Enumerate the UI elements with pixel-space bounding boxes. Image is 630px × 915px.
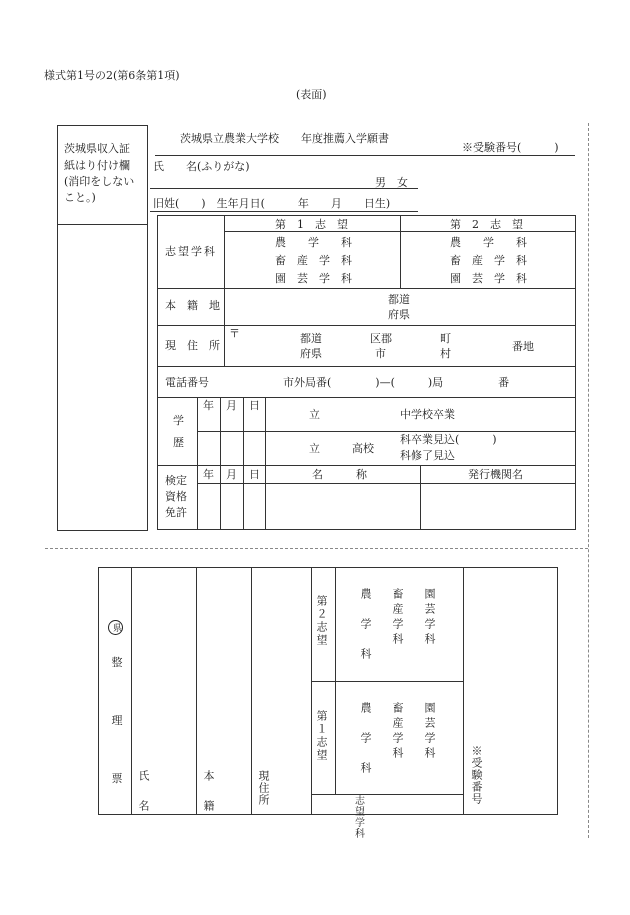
address-village: 村: [440, 347, 451, 360]
first-dept-horti: 園 芸 学 科: [275, 272, 352, 285]
edu-day: 日: [249, 399, 260, 412]
first-choice-header: 第 1 志 望: [275, 218, 348, 231]
address-ward: 区郡: [370, 332, 392, 345]
stamp-text-3: (消印をしない: [64, 175, 135, 188]
license-name-header: 名 称: [312, 468, 367, 481]
stamp-text-2: 紙はり付け欄: [64, 159, 130, 172]
edu-month: 月: [226, 399, 237, 412]
slip-address-label: 現住所: [257, 770, 270, 806]
license-label-3: 免許: [165, 506, 187, 519]
domicile-pref-top: 都道: [388, 293, 410, 306]
edu-label-1: 学: [173, 414, 184, 427]
slip-second-choice: 第２志望: [315, 595, 328, 647]
slip-second-livestock: 畜産学科: [391, 588, 404, 648]
address-pref-top: 都道: [300, 332, 322, 345]
slip-title: 県 整 理 票: [108, 620, 123, 802]
edu-hs-establish: 立: [309, 442, 320, 455]
postal-mark: 〒: [229, 327, 240, 340]
dob-line: 旧姓( ) 生年月日( 年 月 日生): [153, 197, 391, 210]
edu-year: 年: [203, 399, 214, 412]
name-underline: [150, 188, 418, 189]
address-city: 市: [375, 347, 386, 360]
first-dept-agri: 農 学 科: [275, 236, 352, 249]
form-title: 茨城県立農業大学校 年度推薦入学願書: [180, 132, 389, 145]
address-label: 現 住 所: [165, 339, 220, 352]
stamp-box-divider: [57, 224, 148, 225]
slip-second-horti: 園芸学科: [423, 588, 436, 648]
license-year: 年: [203, 468, 214, 481]
name-label: 氏 名(ふりがな): [153, 160, 250, 173]
second-choice-header: 第 2 志 望: [450, 218, 523, 231]
gender-options: 男 女: [375, 176, 408, 189]
exam-number: ※受験番号( ): [462, 141, 559, 154]
edu-hs-expected: 科卒業見込( ): [400, 433, 497, 446]
edu-label-2: 歴: [173, 436, 184, 449]
edu-jhs-establish: 立: [309, 408, 320, 421]
slip-exam-number: ※受験番号: [470, 745, 483, 805]
slip-name-label: 氏 名: [137, 770, 150, 815]
seal-mark: 県: [108, 620, 123, 635]
form-number: 様式第1号の2(第6条第1項): [44, 69, 180, 82]
stamp-text-4: こと。): [64, 191, 96, 204]
address-banchi: 番地: [512, 340, 534, 353]
edu-hs-done: 科修了見込: [400, 449, 455, 462]
slip-choice-label: 志望学科: [355, 796, 365, 840]
slip-first-livestock: 畜産学科: [391, 702, 404, 762]
first-dept-livestock: 畜 産 学 科: [275, 254, 352, 267]
choice-label: 志望学科: [165, 245, 217, 258]
slip-first-horti: 園芸学科: [423, 702, 436, 762]
license-label-2: 資格: [165, 490, 187, 503]
address-pref-bottom: 府県: [300, 347, 322, 360]
license-month: 月: [226, 468, 237, 481]
license-issuer-header: 発行機関名: [468, 468, 523, 481]
slip-first-choice: 第１志望: [315, 710, 328, 762]
edu-jhs-grad: 中学校卒業: [400, 408, 455, 421]
phone-label: 電話番号: [165, 376, 209, 389]
cut-line-horizontal: [45, 548, 588, 549]
license-day: 日: [249, 468, 260, 481]
form-side-label: (表面): [296, 88, 327, 101]
domicile-pref-bottom: 府県: [388, 308, 410, 321]
dob-underline: [150, 211, 418, 212]
edu-hs: 高校: [352, 442, 374, 455]
filing-slip: [98, 567, 558, 815]
slip-first-agri: 農 学 科: [359, 702, 372, 777]
domicile-label: 本 籍 地: [165, 299, 220, 312]
second-dept-horti: 園 芸 学 科: [450, 272, 527, 285]
title-underline: [155, 155, 575, 156]
license-label-1: 検定: [165, 474, 187, 487]
second-dept-livestock: 畜 産 学 科: [450, 254, 527, 267]
stamp-text-1: 茨城県収入証: [64, 142, 130, 155]
address-town: 町: [440, 332, 451, 345]
second-dept-agri: 農 学 科: [450, 236, 527, 249]
slip-second-agri: 農 学 科: [359, 588, 372, 663]
cut-line-vertical: [588, 123, 589, 838]
phone-format: 市外局番( )—( )局 番: [283, 376, 510, 389]
slip-domicile-label: 本 籍: [202, 770, 215, 815]
